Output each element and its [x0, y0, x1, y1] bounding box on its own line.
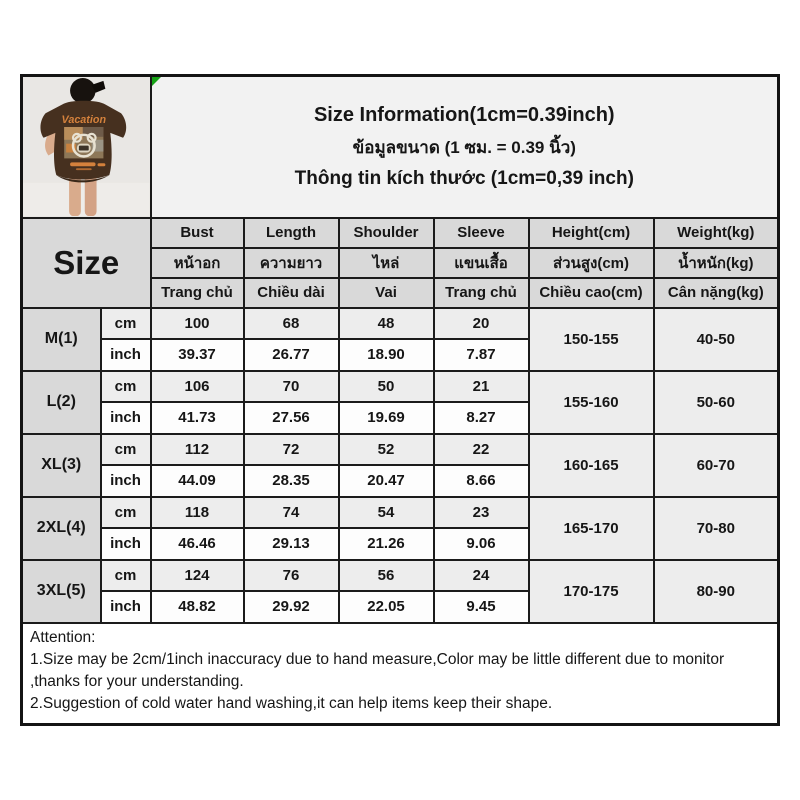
xl-weight-range: 60-70	[654, 434, 779, 497]
3xl-length-inch: 29.92	[244, 591, 339, 623]
shirt-print-text: Vacation	[61, 114, 107, 127]
2xl-sleeve-cm: 23	[434, 497, 529, 529]
model-hair	[70, 78, 95, 103]
2xl-length-cm: 74	[244, 497, 339, 529]
3xl-shoulder-inch: 22.05	[339, 591, 434, 623]
unit-cell-cm: cm	[101, 497, 151, 529]
l-bust-inch: 41.73	[151, 402, 244, 434]
xl-height-range: 160-165	[529, 434, 654, 497]
size-label-m: M(1)	[22, 308, 101, 371]
col-header-sleeve-en: Sleeve	[434, 218, 529, 248]
3xl-sleeve-cm: 24	[434, 560, 529, 592]
2xl-length-inch: 29.13	[244, 528, 339, 560]
attention-line-1: 1.Size may be 2cm/1inch inaccuracy due to hand measure,Color may be little different due to monitor	[30, 650, 725, 668]
xl-bust-inch: 44.09	[151, 465, 244, 497]
unit-cell-cm: cm	[101, 560, 151, 592]
col-header-shoulder-en: Shoulder	[339, 218, 434, 248]
col-header-bust-en: Bust	[151, 218, 244, 248]
header-row-english	[22, 218, 779, 248]
size-row-3xl-cm	[22, 560, 779, 592]
col-header-length-th: ความยาว	[244, 248, 339, 278]
xl-shoulder-inch: 20.47	[339, 465, 434, 497]
m-shoulder-cm: 48	[339, 308, 434, 340]
size-info-title-th: ข้อมูลขนาด (1 ซม. = 0.39 นิ้ว)	[352, 137, 576, 157]
size-info-title-en: Size Information(1cm=0.39inch)	[313, 103, 615, 126]
size-info-title-cell	[151, 76, 779, 218]
size-label-3xl: 3XL(5)	[22, 560, 101, 623]
2xl-bust-inch: 46.46	[151, 528, 244, 560]
unit-cell-inch: inch	[101, 591, 151, 623]
2xl-shoulder-cm: 54	[339, 497, 434, 529]
l-length-inch: 27.56	[244, 402, 339, 434]
attention-title: Attention:	[30, 628, 96, 646]
product-photo	[23, 77, 150, 216]
l-sleeve-cm: 21	[434, 371, 529, 403]
xl-sleeve-cm: 22	[434, 434, 529, 466]
xl-bust-cm: 112	[151, 434, 244, 466]
l-sleeve-inch: 8.27	[434, 402, 529, 434]
size-label-l: L(2)	[22, 371, 101, 434]
size-row-2xl-cm	[22, 497, 779, 529]
cell-corner-marker-icon	[152, 77, 161, 86]
attention-line-3: 2.Suggestion of cold water hand washing,it can help items keep their shape.	[30, 694, 553, 712]
size-label-xl: XL(3)	[22, 434, 101, 497]
col-header-length-vi: Chiều dài	[244, 278, 339, 308]
col-header-shoulder-th: ไหล่	[339, 248, 434, 278]
3xl-length-cm: 76	[244, 560, 339, 592]
col-header-shoulder-vi: Vai	[339, 278, 434, 308]
size-row-m-cm	[22, 308, 779, 340]
shirt-print-graphic	[64, 127, 105, 170]
xl-sleeve-inch: 8.66	[434, 465, 529, 497]
m-weight-range: 40-50	[654, 308, 779, 371]
l-shoulder-inch: 19.69	[339, 402, 434, 434]
l-shoulder-cm: 50	[339, 371, 434, 403]
col-header-bust-th: หน้าอก	[151, 248, 244, 278]
col-header-weight-vi: Cân nặng(kg)	[654, 278, 779, 308]
2xl-height-range: 165-170	[529, 497, 654, 560]
col-header-sleeve-th: แขนเสื้อ	[434, 248, 529, 278]
l-length-cm: 70	[244, 371, 339, 403]
2xl-bust-cm: 118	[151, 497, 244, 529]
3xl-sleeve-inch: 9.45	[434, 591, 529, 623]
col-header-height-en: Height(cm)	[529, 218, 654, 248]
2xl-sleeve-inch: 9.06	[434, 528, 529, 560]
col-header-height-th: ส่วนสูง(cm)	[529, 248, 654, 278]
unit-cell-inch: inch	[101, 402, 151, 434]
product-photo-cell	[22, 76, 151, 218]
size-corner-cell: Size	[22, 218, 151, 308]
m-bust-cm: 100	[151, 308, 244, 340]
size-info-title-vi: Thông tin kích thước (1cm=0,39 inch)	[294, 167, 634, 189]
2xl-shoulder-inch: 21.26	[339, 528, 434, 560]
unit-cell-inch: inch	[101, 528, 151, 560]
col-header-length-en: Length	[244, 218, 339, 248]
xl-shoulder-cm: 52	[339, 434, 434, 466]
size-row-xl-cm	[22, 434, 779, 466]
col-header-bust-vi: Trang chủ	[151, 278, 244, 308]
m-shoulder-inch: 18.90	[339, 339, 434, 371]
m-bust-inch: 39.37	[151, 339, 244, 371]
3xl-height-range: 170-175	[529, 560, 654, 623]
col-header-weight-th: น้ำหนัก(kg)	[654, 248, 779, 278]
size-label-2xl: 2XL(4)	[22, 497, 101, 560]
size-chart-table	[20, 74, 780, 726]
col-header-sleeve-vi: Trang chủ	[434, 278, 529, 308]
attention-row	[22, 623, 779, 725]
3xl-bust-cm: 124	[151, 560, 244, 592]
unit-cell-inch: inch	[101, 339, 151, 371]
3xl-bust-inch: 48.82	[151, 591, 244, 623]
m-length-cm: 68	[244, 308, 339, 340]
unit-cell-inch: inch	[101, 465, 151, 497]
m-sleeve-inch: 7.87	[434, 339, 529, 371]
xl-length-inch: 28.35	[244, 465, 339, 497]
3xl-shoulder-cm: 56	[339, 560, 434, 592]
col-header-height-vi: Chiều cao(cm)	[529, 278, 654, 308]
unit-cell-cm: cm	[101, 434, 151, 466]
3xl-weight-range: 80-90	[654, 560, 779, 623]
unit-cell-cm: cm	[101, 371, 151, 403]
m-height-range: 150-155	[529, 308, 654, 371]
2xl-weight-range: 70-80	[654, 497, 779, 560]
title-row	[22, 76, 779, 218]
attention-line-2: ,thanks for your understanding.	[30, 672, 244, 690]
size-row-l-cm	[22, 371, 779, 403]
l-bust-cm: 106	[151, 371, 244, 403]
l-height-range: 155-160	[529, 371, 654, 434]
attention-note	[22, 623, 779, 725]
m-sleeve-cm: 20	[434, 308, 529, 340]
unit-cell-cm: cm	[101, 308, 151, 340]
col-header-weight-en: Weight(kg)	[654, 218, 779, 248]
m-length-inch: 26.77	[244, 339, 339, 371]
l-weight-range: 50-60	[654, 371, 779, 434]
xl-length-cm: 72	[244, 434, 339, 466]
